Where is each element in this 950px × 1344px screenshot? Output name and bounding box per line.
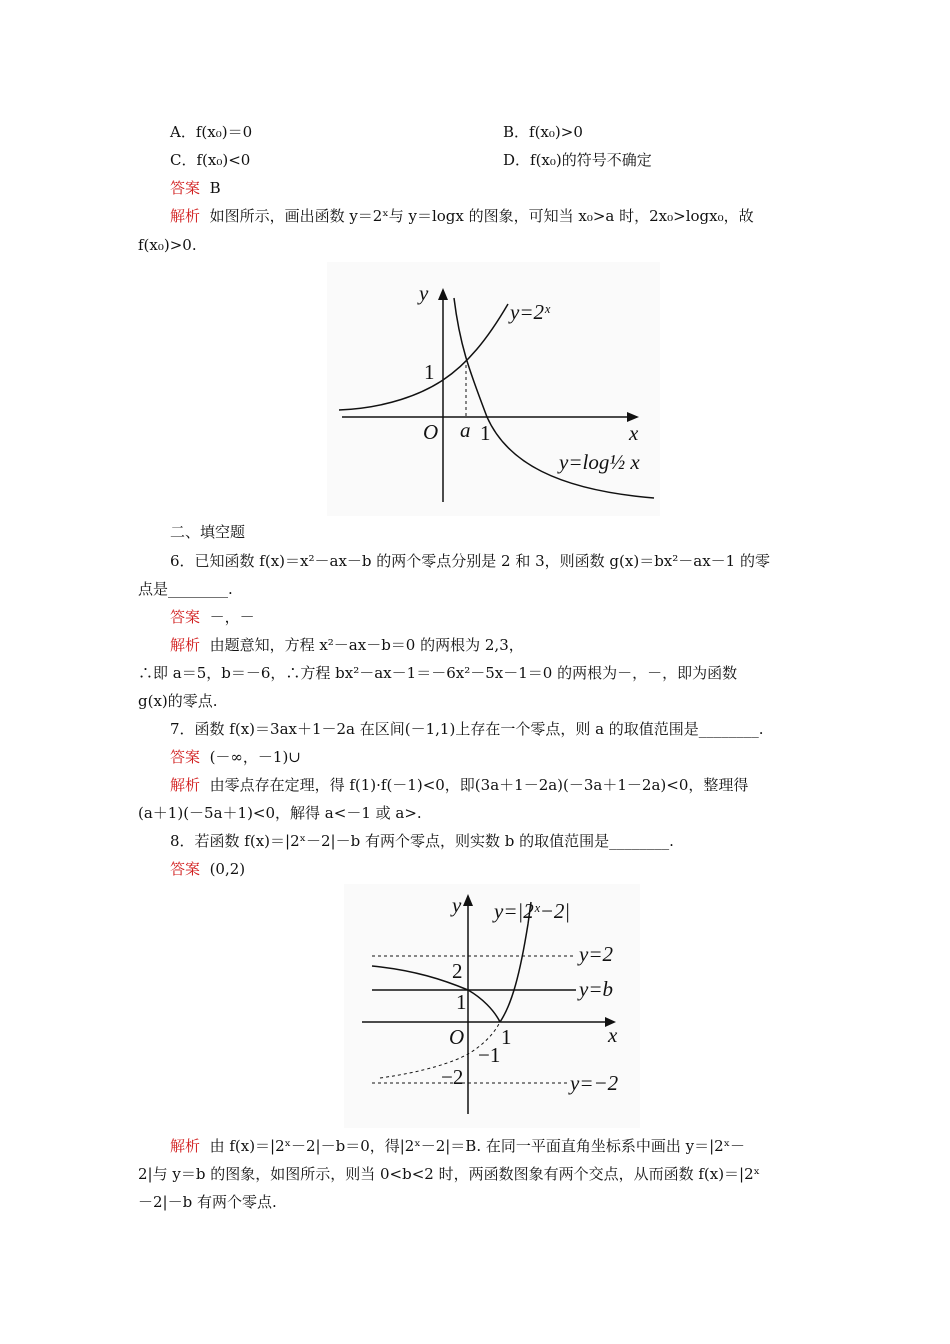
q8-analysis-line1	[170, 1136, 745, 1156]
q7-analysis-line2: (a＋1)(－5a＋1)<0，解得 a<－1 或 a>.	[138, 804, 422, 822]
q8-answer	[170, 859, 245, 879]
option-c-text: f(x₀)<0	[196, 151, 251, 169]
line-yb-label: y=b	[579, 977, 613, 1001]
analysis-tag: 解析	[170, 776, 201, 794]
q8-answer-value: (0,2)	[209, 860, 246, 878]
x-one-label: 1	[480, 421, 491, 445]
line-y2-label: y=2	[579, 942, 613, 966]
q6-analysis-text1: 由题意知，方程 x²－ax－b＝0 的两根为 2,3，	[209, 636, 524, 654]
q7-answer	[170, 747, 301, 767]
option-b	[503, 122, 583, 142]
tick-neg2: −2	[441, 1065, 464, 1089]
q6-text-line1: 6．已知函数 f(x)＝x²－ax－b 的两个零点分别是 2 和 3，则函数 g(x)＝bx²－ax－1 的零	[170, 552, 770, 570]
y-axis-label: y	[452, 893, 462, 917]
q6-text-line2: 点是________.	[138, 580, 233, 598]
q5-answer-value: B	[209, 179, 221, 197]
q6-answer-value: －，－	[209, 608, 255, 626]
q8-text: 8．若函数 f(x)＝|2ˣ－2|－b 有两个零点，则实数 b 的取值范围是________.	[170, 832, 674, 850]
origin-label: O	[449, 1025, 465, 1049]
q5-answer	[170, 178, 221, 198]
y-axis-arrow	[438, 288, 448, 300]
origin-label: O	[423, 420, 439, 444]
x-axis-label: x	[608, 1023, 618, 1047]
option-d-text: f(x₀)的符号不确定	[530, 151, 652, 169]
exp-curve	[339, 304, 508, 410]
figure-exp-log	[327, 262, 660, 516]
q8-analysis-text1: 由 f(x)＝|2ˣ－2|－b＝0，得|2ˣ－2|＝B. 在同一平面直角坐标系中画出 y＝|2ˣ－	[209, 1137, 746, 1155]
log-curve-label: y=log½ x	[559, 450, 640, 474]
option-d	[503, 150, 652, 170]
a-label: a	[460, 418, 471, 442]
tick-2: 2	[452, 959, 463, 983]
figure-exp-log-svg	[327, 262, 660, 516]
q8-analysis-line3: －2|－b 有两个零点.	[138, 1193, 277, 1211]
tick-neg1: −1	[478, 1043, 501, 1067]
answer-tag: 答案	[170, 608, 201, 626]
answer-tag: 答案	[170, 179, 201, 197]
x-axis-label: x	[629, 421, 639, 445]
q7-answer-value: (－∞，－1)∪	[209, 748, 301, 766]
option-d-label: D．	[503, 151, 531, 169]
q8-analysis-line2: 2|与 y＝b 的图象，如图所示，则当 0<b<2 时，两函数图象有两个交点，从而函数 f(x)＝|2ˣ	[138, 1165, 761, 1183]
analysis-tag: 解析	[170, 1137, 201, 1155]
option-a	[170, 122, 252, 142]
q6-analysis-line3: g(x)的零点.	[138, 692, 218, 710]
option-a-text: f(x₀)＝0	[195, 123, 253, 141]
tick-1: 1	[456, 990, 467, 1014]
answer-tag: 答案	[170, 860, 201, 878]
analysis-tag: 解析	[170, 636, 201, 654]
option-b-label: B．	[503, 123, 530, 141]
option-b-text: f(x₀)>0	[529, 123, 583, 141]
option-c-label: C．	[170, 151, 197, 169]
analysis-tag: 解析	[170, 207, 201, 225]
option-a-label: A．	[170, 123, 196, 141]
option-c	[170, 150, 250, 170]
q5-analysis-line1	[170, 206, 754, 226]
y-one-label: 1	[424, 360, 435, 384]
q7-analysis-text1: 由零点存在定理，得 f(1)·f(－1)<0，即(3a＋1－2a)(－3a＋1－2a)<0，整理得	[209, 776, 749, 794]
figure-abs-exp-svg	[344, 884, 640, 1128]
exp-curve-label: y=2ˣ	[510, 300, 550, 324]
reflected-curve	[372, 966, 500, 1022]
figure-abs-exp	[344, 884, 640, 1128]
tick-x1: 1	[501, 1025, 512, 1049]
line-yneg2-label: y=−2	[570, 1071, 619, 1095]
y-axis-arrow	[463, 894, 473, 906]
y-axis-label: y	[419, 281, 429, 305]
q5-analysis-line2: f(x₀)>0.	[138, 236, 197, 254]
curve-label: y=|2ˣ−2|	[494, 899, 571, 923]
q7-text: 7．函数 f(x)＝3ax＋1－2a 在区间(－1,1)上存在一个零点，则 a 的取值范围是________.	[170, 720, 764, 738]
q6-analysis-line2: ∴即 a＝5，b＝－6，∴方程 bx²－ax－1＝－6x²－5x－1＝0 的两根为－，－，即为函数	[138, 664, 738, 682]
q5-analysis-text1: 如图所示，画出函数 y＝2ˣ与 y＝logx 的图象，可知当 x₀>a 时，2x₀>logx₀，故	[209, 207, 754, 225]
q6-answer	[170, 607, 255, 627]
q7-analysis-line1	[170, 775, 748, 795]
q6-analysis-line1	[170, 635, 524, 655]
section-title: 二、填空题	[170, 523, 246, 541]
answer-tag: 答案	[170, 748, 201, 766]
